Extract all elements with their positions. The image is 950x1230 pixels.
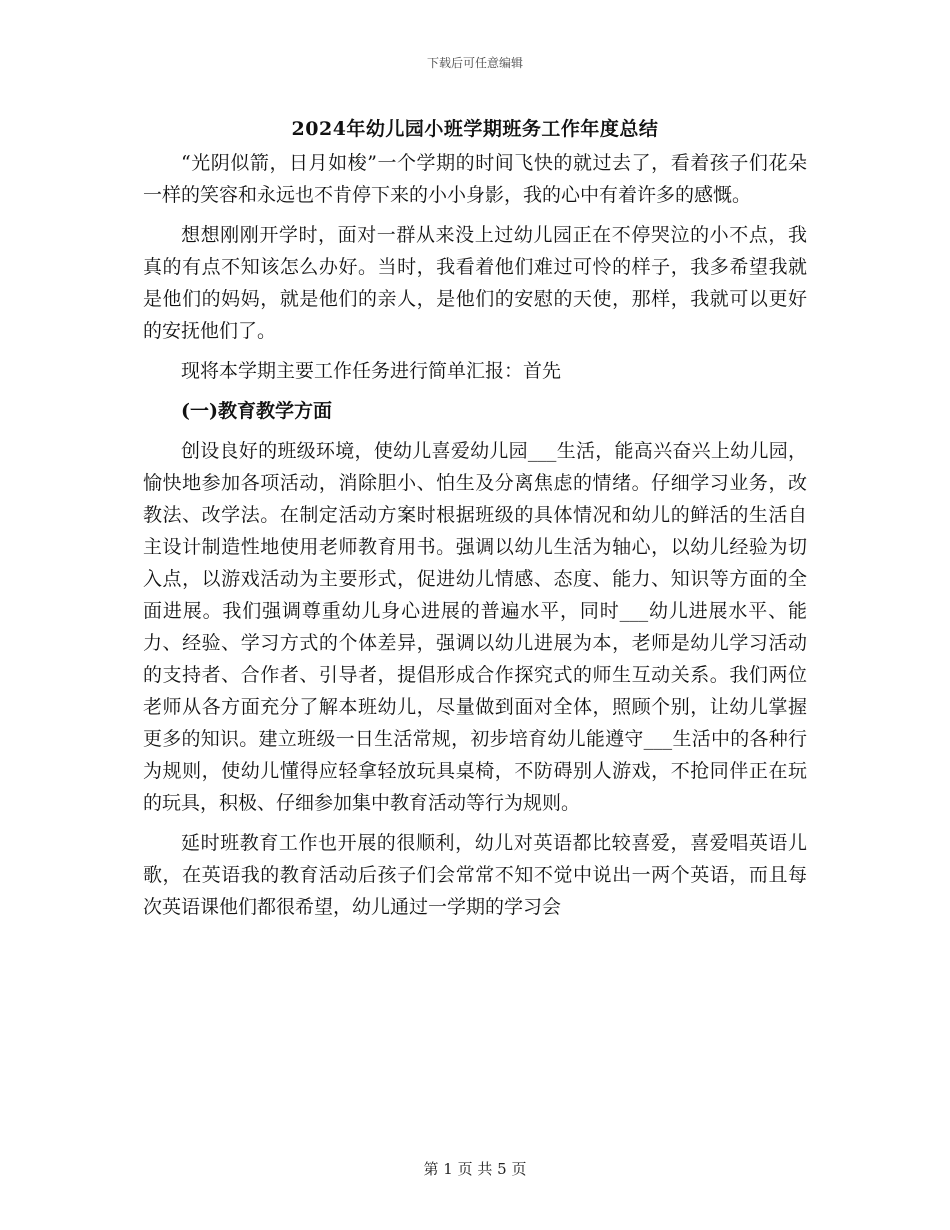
page-header-note: 下载后可任意编辑 [426, 56, 523, 70]
document-title: 2024年幼儿园小班学期班务工作年度总结 [291, 118, 659, 140]
paragraph-intro: “光阴似箭，日月如梭”一个学期的时间飞快的就过去了，看着孩子们花朵一样的笑容和永远也不肯停下来的小小身影，我的心中有着许多的感慨。 [143, 152, 807, 206]
page-number: 第 1 页 共 5 页 [423, 1160, 527, 1178]
paragraph-memory: 想想刚刚开学时，面对一群从来没上过幼儿园正在不停哭泣的小不点，我真的有点不知该怎么办好。当时，我看着他们难过可怜的样子，我多希望我就是他们的妈妈，就是他们的亲人，是他们的安慰的天使，那样，我就可以更好的安抚他们了。 [143, 224, 807, 342]
document-body [143, 147, 807, 931]
paragraph-report-lead: 现将本学期主要工作任务进行简单汇报：首先 [181, 360, 562, 382]
paragraph-teaching: 创设良好的班级环境，使幼儿喜爱幼儿园___生活，能高兴奋兴上幼儿园，愉快地参加各项活动，消除胆小、怕生及分离焦虑的情绪。仔细学习业务，改教法、改学法。在制定活动方案时根据班级的具体情况和幼儿的鲜活的生活自主设计制造性地使用老师教育用书。强调以幼儿生活为轴心，以幼儿经验为切入点，以游戏活动为主要形式，促进幼儿情感、态度、能力、知识等方面的全面进展。我们强调尊重幼儿身心进展的普遍水平，同时___幼儿进展水平、能力、经验、学习方式的个体差异，强调以幼儿进展为本，老师是幼儿学习活动的支持者、合作者、引导者，提倡形成合作探究式的师生互动关系。我们两位老师从各方面充分了解本班幼儿，尽量做到面对全体，照顾个别，让幼儿掌握更多的知识。建立班级一日生活常规，初步培育幼儿能遵守___生活中的各种行为规则，使幼儿懂得应轻拿轻放玩具桌椅，不防碍别人游戏，不抢同伴正在玩的玩具，积极、仔细参加集中教育活动等行为规则。 [143, 440, 807, 814]
section-heading-teaching: (一)教育教学方面 [181, 400, 332, 422]
paragraph-extended-class: 延时班教育工作也开展的很顺利，幼儿对英语都比较喜爱，喜爱唱英语儿歌，在英语我的教育活动后孩子们会常常不知不觉中说出一两个英语，而且每次英语课他们都很希望，幼儿通过一学期的学习会 [143, 832, 807, 918]
